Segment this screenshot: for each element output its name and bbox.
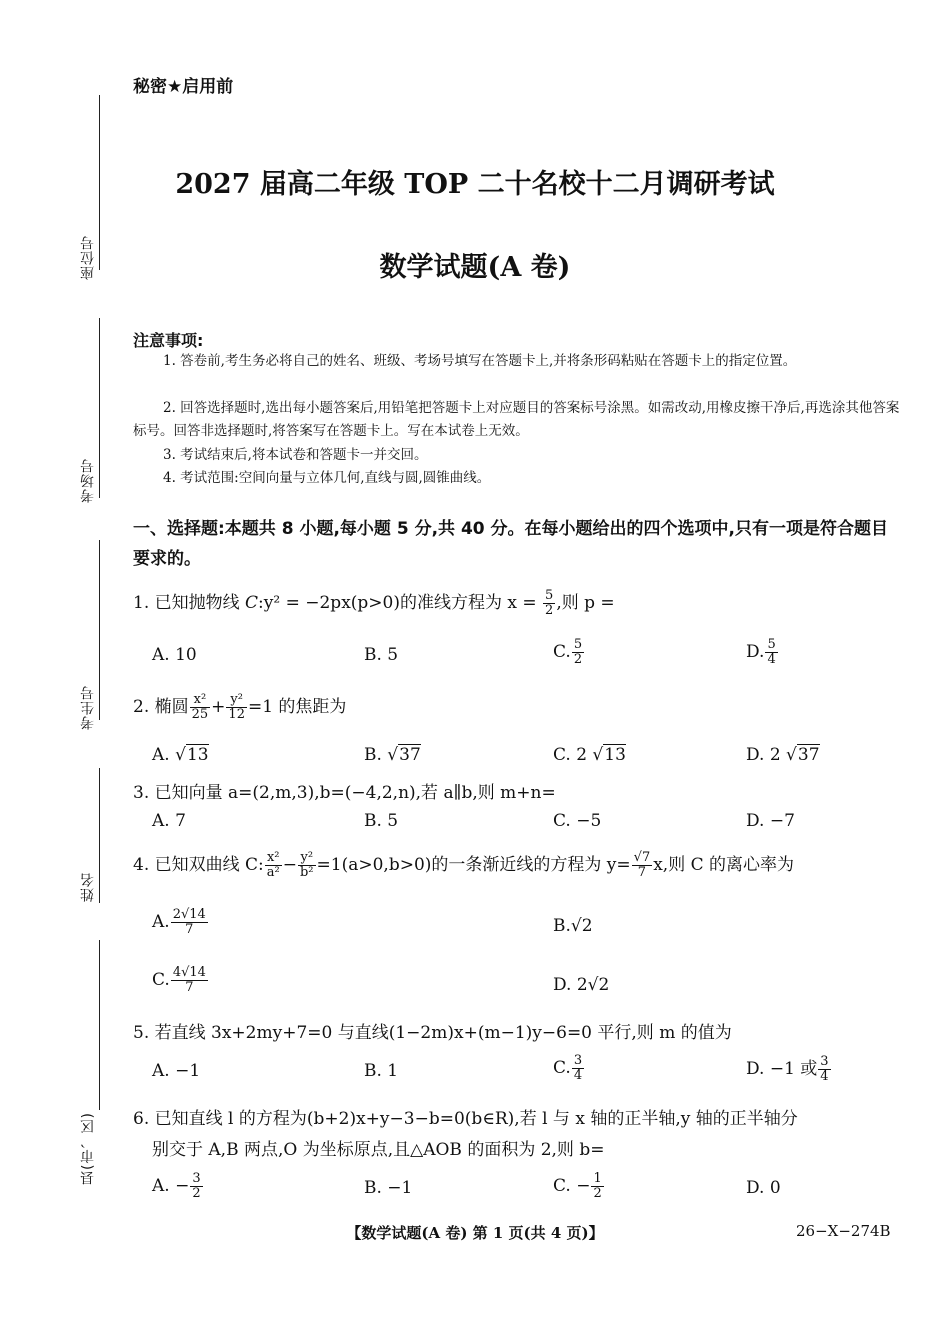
student-id-label: 考生号 xyxy=(80,685,96,730)
option-c: C. −5 xyxy=(553,811,602,831)
paper-title: 数学试题(A 卷) xyxy=(379,252,571,283)
question-4: 4. 已知双曲线 C: $\frac{\text{x²}}{\text{a²}}$ − $\frac{\text{y²}}{\text{b²}}$ =1(a>0,b>0)的一条渐近线的方程为 y= $\frac{√7}{7}$ x,则 C 的离心率为 xyxy=(133,850,795,880)
exam-title: 2027 届高二年级 TOP 二十名校十二月调研考试 xyxy=(175,169,775,200)
option-c: C. 2 √13 xyxy=(553,745,626,765)
option-a: A. −1 xyxy=(152,1061,201,1081)
side-divider xyxy=(99,940,100,1110)
note-item: 4. 考试范围:空间向量与立体几何,直线与圆,圆锥曲线。 xyxy=(163,470,491,486)
option-c: C. $\frac{3}{4}$ xyxy=(553,1053,583,1083)
option-d: D. $\frac{5}{4}$ xyxy=(746,637,776,667)
confidential-mark: 秘密★启用前 xyxy=(133,77,234,97)
question-2: 2. 椭圆 $\frac{\text{x²}}{25}$ + $\frac{\text{y²}}{12}$ =1 的焦距为 xyxy=(133,692,347,722)
note-item: 2. 回答选择题时,选出每小题答案后,用铅笔把答题卡上对应题目的答案标号涂黑。如需改动,用橡皮擦干净后,再选涂其他答案标号。回答非选择题时,将答案写在答题卡上。写在本试卷上无效。 xyxy=(133,400,900,439)
option-c: C. $\frac{5}{2}$ xyxy=(553,637,583,667)
option-d: D. −7 xyxy=(746,811,795,831)
county-label: 县(市、区) xyxy=(80,1112,96,1185)
option-d: D. 2√2 xyxy=(553,975,610,995)
option-c: C. − $\frac{1}{2}$ xyxy=(553,1171,602,1201)
option-d: D. 0 xyxy=(746,1178,781,1198)
question-6-cont: 别交于 A,B 两点,O 为坐标原点,且△AOB 的面积为 2,则 b= xyxy=(152,1140,605,1160)
paper-code: 26−X−274B xyxy=(796,1222,891,1240)
option-b: B. 1 xyxy=(364,1061,399,1081)
option-c: C. $\frac{4√14}{7}$ xyxy=(152,965,206,995)
exam-room-label: 考场号 xyxy=(80,458,96,503)
option-a: A. 7 xyxy=(152,811,186,831)
note-item: 3. 考试结束后,将本试卷和答题卡一并交回。 xyxy=(163,447,428,463)
note-item: 1. 答卷前,考生务必将自己的姓名、班级、考场号填写在答题卡上,并将条形码粘贴在答题卡上的指定位置。 xyxy=(163,353,797,369)
page-footer: 【数学试题(A 卷) 第 1 页(共 4 页)】 xyxy=(346,1224,604,1242)
question-1: 1. 已知抛物线 C:y² = −2px(p>0)的准线方程为 x = $\frac{5}{2}$ ,则 p = xyxy=(133,588,615,618)
question-6: 6. 已知直线 l 的方程为(b+2)x+y−3−b=0(b∈R),若 l 与 x 轴的正半轴,y 轴的正半轴分 xyxy=(133,1109,798,1129)
option-d: D. −1 或 $\frac{3}{4}$ xyxy=(746,1054,829,1084)
name-label: 姓名 xyxy=(80,872,96,902)
notes-heading: 注意事项: xyxy=(133,331,204,350)
seat-number-label: 座位号 xyxy=(80,235,96,280)
option-b: B.√2 xyxy=(553,916,593,936)
option-b: B. −1 xyxy=(364,1178,413,1198)
option-a: A. √13 xyxy=(152,745,209,765)
option-b: B. 5 xyxy=(364,645,399,665)
option-b: B. √37 xyxy=(364,745,421,765)
option-a: A. $\frac{2√14}{7}$ xyxy=(152,907,206,937)
option-b: B. 5 xyxy=(364,811,399,831)
section-heading: 一、选择题:本题共 8 小题,每小题 5 分,共 40 分。在每小题给出的四个选项中,只有一项是符合题目要求的。 xyxy=(133,519,888,569)
option-d: D. 2 √37 xyxy=(746,745,820,765)
option-a: A. 10 xyxy=(152,645,197,665)
question-3: 3. 已知向量 a=(2,m,3),b=(−4,2,n),若 a∥b,则 m+n= xyxy=(133,783,556,803)
option-a: A. − $\frac{3}{2}$ xyxy=(152,1171,201,1201)
question-5: 5. 若直线 3x+2my+7=0 与直线(1−2m)x+(m−1)y−6=0 平行,则 m 的值为 xyxy=(133,1023,732,1043)
